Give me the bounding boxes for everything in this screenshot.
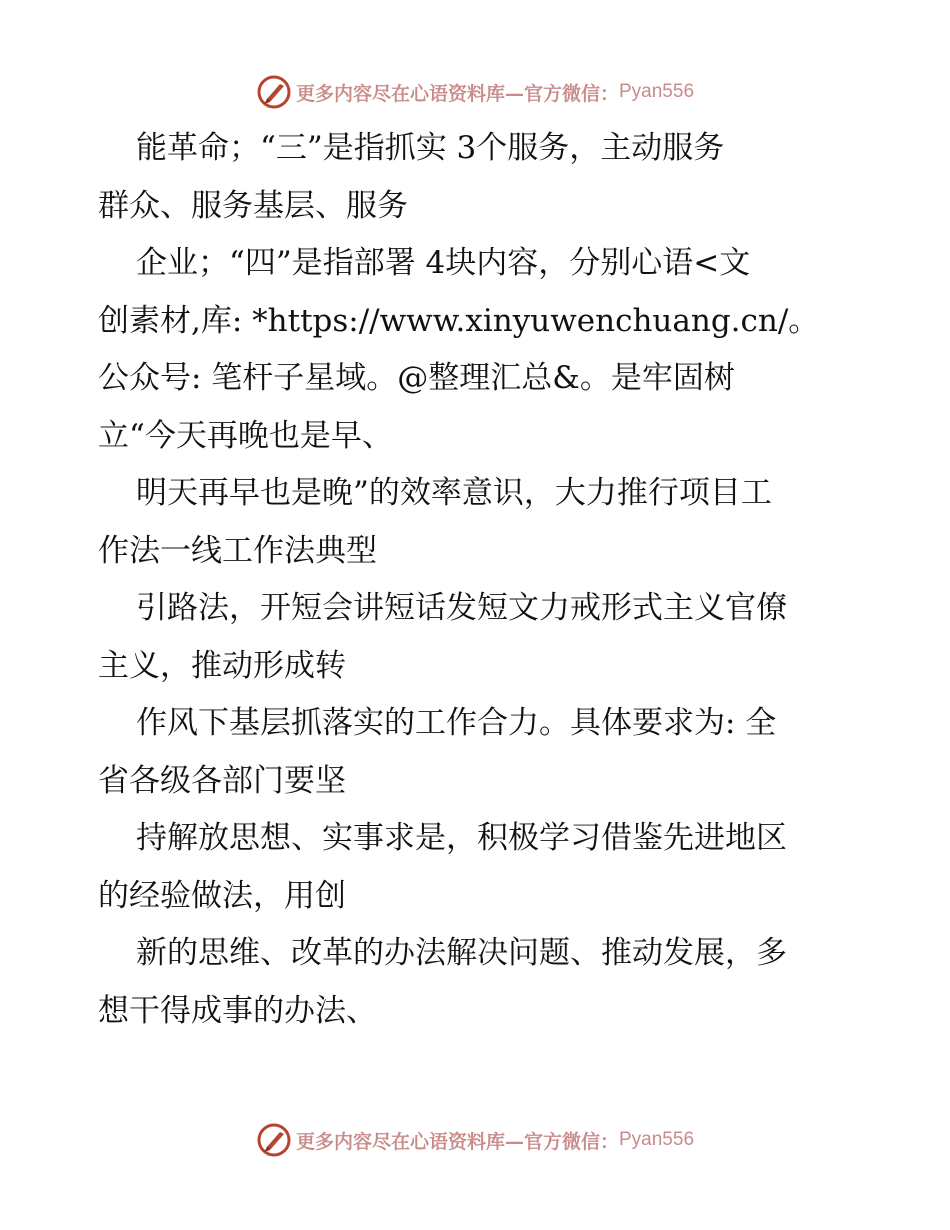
footer-banner [0,1118,950,1162]
text-line: 作风下基层抓落实的工作合力。具体要求为: 全 [136,705,777,741]
text-line: 公众号: 笔杆子星域。@整理汇总&。是牢固树 [98,360,735,396]
text-line: 能革命；“三”是指抓实 3个服务，主动服务 [136,130,725,166]
document-body [98,120,858,1040]
text-line: 引路法，开短会讲短话发短文力戒形式主义官僚 [136,590,787,626]
text-line: 想干得成事的办法、 [98,992,377,1029]
pen-logo-icon [256,1122,292,1158]
header-banner [0,70,950,114]
text-line: 立“今天再晚也是早、 [98,417,393,454]
text-line: 主义，推动形成转 [98,647,346,684]
text-line: 持解放思想、实事求是，积极学习借鉴先进地区 [136,820,787,856]
header-banner-text: 更多内容尽在心语资料库—官方微信： [295,82,619,105]
text-line: 作法一线工作法典型 [98,532,377,569]
footer-banner-id: Pyan556 [619,1129,695,1150]
text-line: 的经验做法，用创 [98,877,346,914]
text-line: 明天再早也是晚”的效率意识，大力推行项目工 [136,475,772,511]
text-line: 群众、服务基层、服务 [98,187,408,224]
text-line: 省各级各部门要坚 [98,762,346,799]
header-banner-id: Pyan556 [619,81,695,102]
pen-logo-icon [256,74,292,110]
text-line: 新的思维、改革的办法解决问题、推动发展，多 [136,935,787,971]
footer-banner-text: 更多内容尽在心语资料库—官方微信： [295,1130,619,1153]
text-line: 创素材,库: *https://www.xinyuwenchuang.cn/。 [98,302,820,339]
text-line: 企业；“四”是指部署 4块内容，分别心语<文 [136,245,751,281]
